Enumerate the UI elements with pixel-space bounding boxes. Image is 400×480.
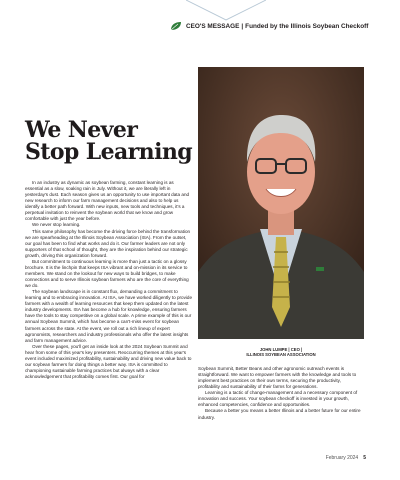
header-separator: |: [241, 22, 244, 30]
ceo-portrait-photo: [198, 67, 364, 339]
body-paragraph: Because a better you means a better Illinois and a better future for our entire industry.: [198, 408, 361, 420]
issue-date: February 2024: [325, 455, 359, 461]
header-title: [186, 23, 368, 30]
article-body-right-column: [198, 366, 364, 421]
article-body-left-column: [25, 180, 192, 380]
body-paragraph: We never stop learning.: [32, 222, 81, 228]
section-header: [170, 18, 392, 34]
caption-organization: ILLINOIS SOYBEAN ASSOCIATION: [246, 352, 316, 358]
photo-caption: [198, 347, 364, 358]
article-title: [25, 117, 195, 165]
soybean-leaf-icon: [170, 21, 182, 31]
body-paragraph: Over these pages, you'll get an inside look at the 2024 Soybean Summit and hear from some of this year's key presenters. Reoccurring themes at this year's event included maximized profitability, sustainability and driving new value back to our soybean farmers for doing things a better way. ISA is committed to championing sustainable farming practices but always with a clear acknowledgement that profitability comes first. Our goal for: [25, 343, 192, 379]
body-paragraph: This same philosophy has become the driving force behind the transformation we are spearheading at the Illinois Soybean Association (ISA). From the outset, our goal has been to find what works and do it. Our farmer leaders are not only supporters of that school of thought, they are the inspiration behind our strategic growth, driving this organization forward.: [25, 228, 191, 258]
body-paragraph: In an industry as dynamic as soybean farming, constant learning is as essential as a slow, soaking rain in July. Without it, we are literally left in yesterday's dust. Each season gives us an opportunity to use important data and new research to inform our farm management decisions and also to help us identify a better path forward. With new inputs, new tools and techniques, it's a perpetual invitation to reinvent the soybean world that we know and grow comfortable with just the year before.: [25, 180, 190, 222]
page-number: 5: [363, 455, 366, 461]
body-paragraph: Soybean Summit, Better Beans and other agronomic outreach events is straightforward. We want to empower farmers with the knowledge and tools to implement best practices on their own terms, securing the productivity, profitability and sustainability of their farms for generations.: [198, 366, 357, 390]
body-paragraph: The soybean landscape is in constant flux, demanding a commitment to learning and to embracing innovation. At ISA, we have worked diligently to provide farmers with a wealth of learning resources that keep them updated on the latest industry developments. ISA has become a hub for knowledge, ensuring farmers have the tools to stay competitive on a global scale. A prime example of this is our annual Soybean Summit, which has become a can't-miss event for soybean farmers across the state. At the event, we roll out a rich lineup of expert agronomists, researchers and industry professionals who offer the latest insights and farm management advice.: [25, 289, 193, 343]
body-paragraph: Learning is a tactic of change-management and a necessary component of innovation and success. Your soybean checkoff is invested in your growth, enhanced competencies, confidence and opportunities.: [198, 390, 358, 408]
caption-name: JOHN LUMPE | CEO |: [259, 347, 303, 352]
body-paragraph: But commitment to continuous learning is more than just a tactic on a glossy brochure. It is the linchpin that keeps ISA vibrant and on-mission in its service to members. We stand on the lookout for new ways to build bridges, to make connections and to serve Illinois soybean farmers who are the core of everything we do.: [25, 258, 189, 289]
header-subtitle: Funded by the Illinois Soybean Checkoff: [245, 22, 369, 30]
article-title-line-2: Stop Learning: [25, 138, 193, 165]
article-title-line-1: We Never: [25, 117, 138, 143]
header-section-name: CEO'S MESSAGE: [186, 22, 240, 30]
page-footer: [318, 455, 366, 461]
